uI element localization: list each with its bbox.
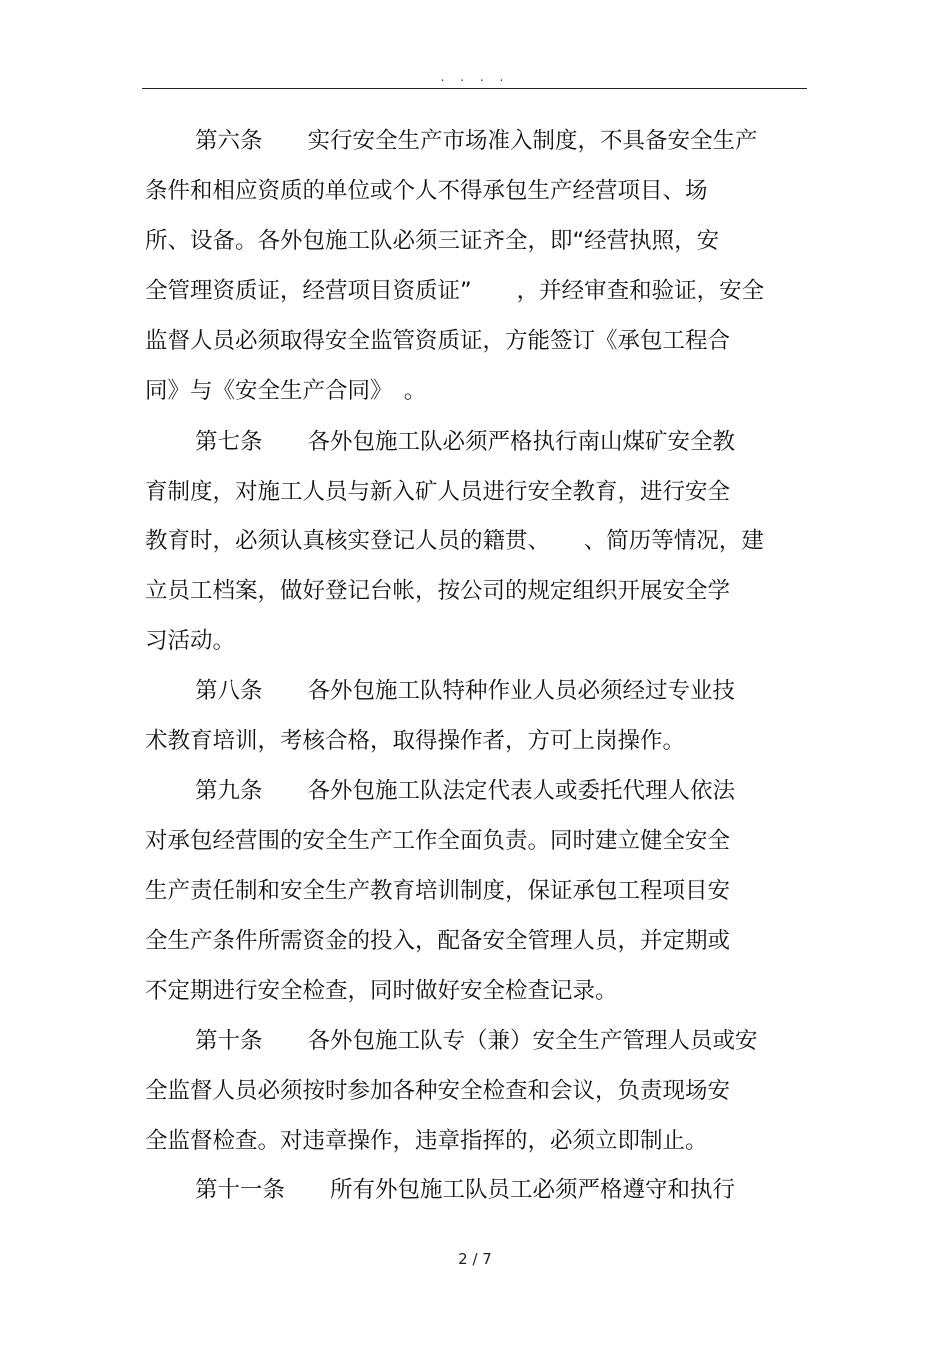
text-line: 全管理资质证，经营项目资质证” ，并经审查和验证，安全 bbox=[145, 278, 765, 304]
header-rule bbox=[142, 88, 807, 89]
text-line: 第十一条 所有外包施工队员工必须严格遵守和执行 bbox=[195, 1177, 736, 1203]
text-line: 全监督检查。对违章操作，违章指挥的，必须立即制止。 bbox=[145, 1128, 708, 1154]
text-line: 条件和相应资质的单位或个人不得承包生产经营项目、场 bbox=[145, 178, 708, 204]
header-dots: . . . . bbox=[440, 70, 510, 84]
text-line: 不定期进行安全检查，同时做好安全检查记录。 bbox=[145, 978, 618, 1004]
text-line: 育制度，对施工人员与新入矿人员进行安全教育，进行安全 bbox=[145, 479, 731, 505]
page-number: 2 / 7 bbox=[458, 1250, 492, 1268]
text-line: 对承包经营围的安全生产工作全面负责。同时建立健全安全 bbox=[145, 828, 731, 854]
text-line: 教育时，必须认真核实登记人员的籍贯、 、简历等情况，建 bbox=[145, 528, 764, 554]
text-line: 监督人员必须取得安全监管资质证，方能签订《承包工程合 bbox=[145, 328, 731, 354]
text-line: 同》与《安全生产合同》 。 bbox=[145, 378, 427, 404]
text-line: 第八条 各外包施工队特种作业人员必须经过专业技 bbox=[195, 678, 736, 704]
text-line: 第七条 各外包施工队必须严格执行南山煤矿安全教 bbox=[195, 429, 736, 455]
text-line: 术教育培训，考核合格，取得操作者，方可上岗操作。 bbox=[145, 728, 686, 754]
text-line: 立员工档案，做好登记台帐，按公司的规定组织开展安全学 bbox=[145, 578, 731, 604]
text-line: 生产责任制和安全生产教育培训制度，保证承包工程项目安 bbox=[145, 878, 731, 904]
text-line: 第六条 实行安全生产市场准入制度，不具备安全生产 bbox=[195, 128, 758, 154]
text-line: 全生产条件所需资金的投入，配备安全管理人员，并定期或 bbox=[145, 928, 731, 954]
text-line: 习活动。 bbox=[145, 628, 236, 654]
text-line: 第十条 各外包施工队专（兼）安全生产管理人员或安 bbox=[195, 1028, 758, 1054]
text-line: 所、设备。各外包施工队必须三证齐全，即“经营执照，安 bbox=[145, 228, 720, 254]
text-line: 第九条 各外包施工队法定代表人或委托代理人依法 bbox=[195, 778, 736, 804]
text-line: 全监督人员必须按时参加各种安全检查和会议，负责现场安 bbox=[145, 1078, 731, 1104]
